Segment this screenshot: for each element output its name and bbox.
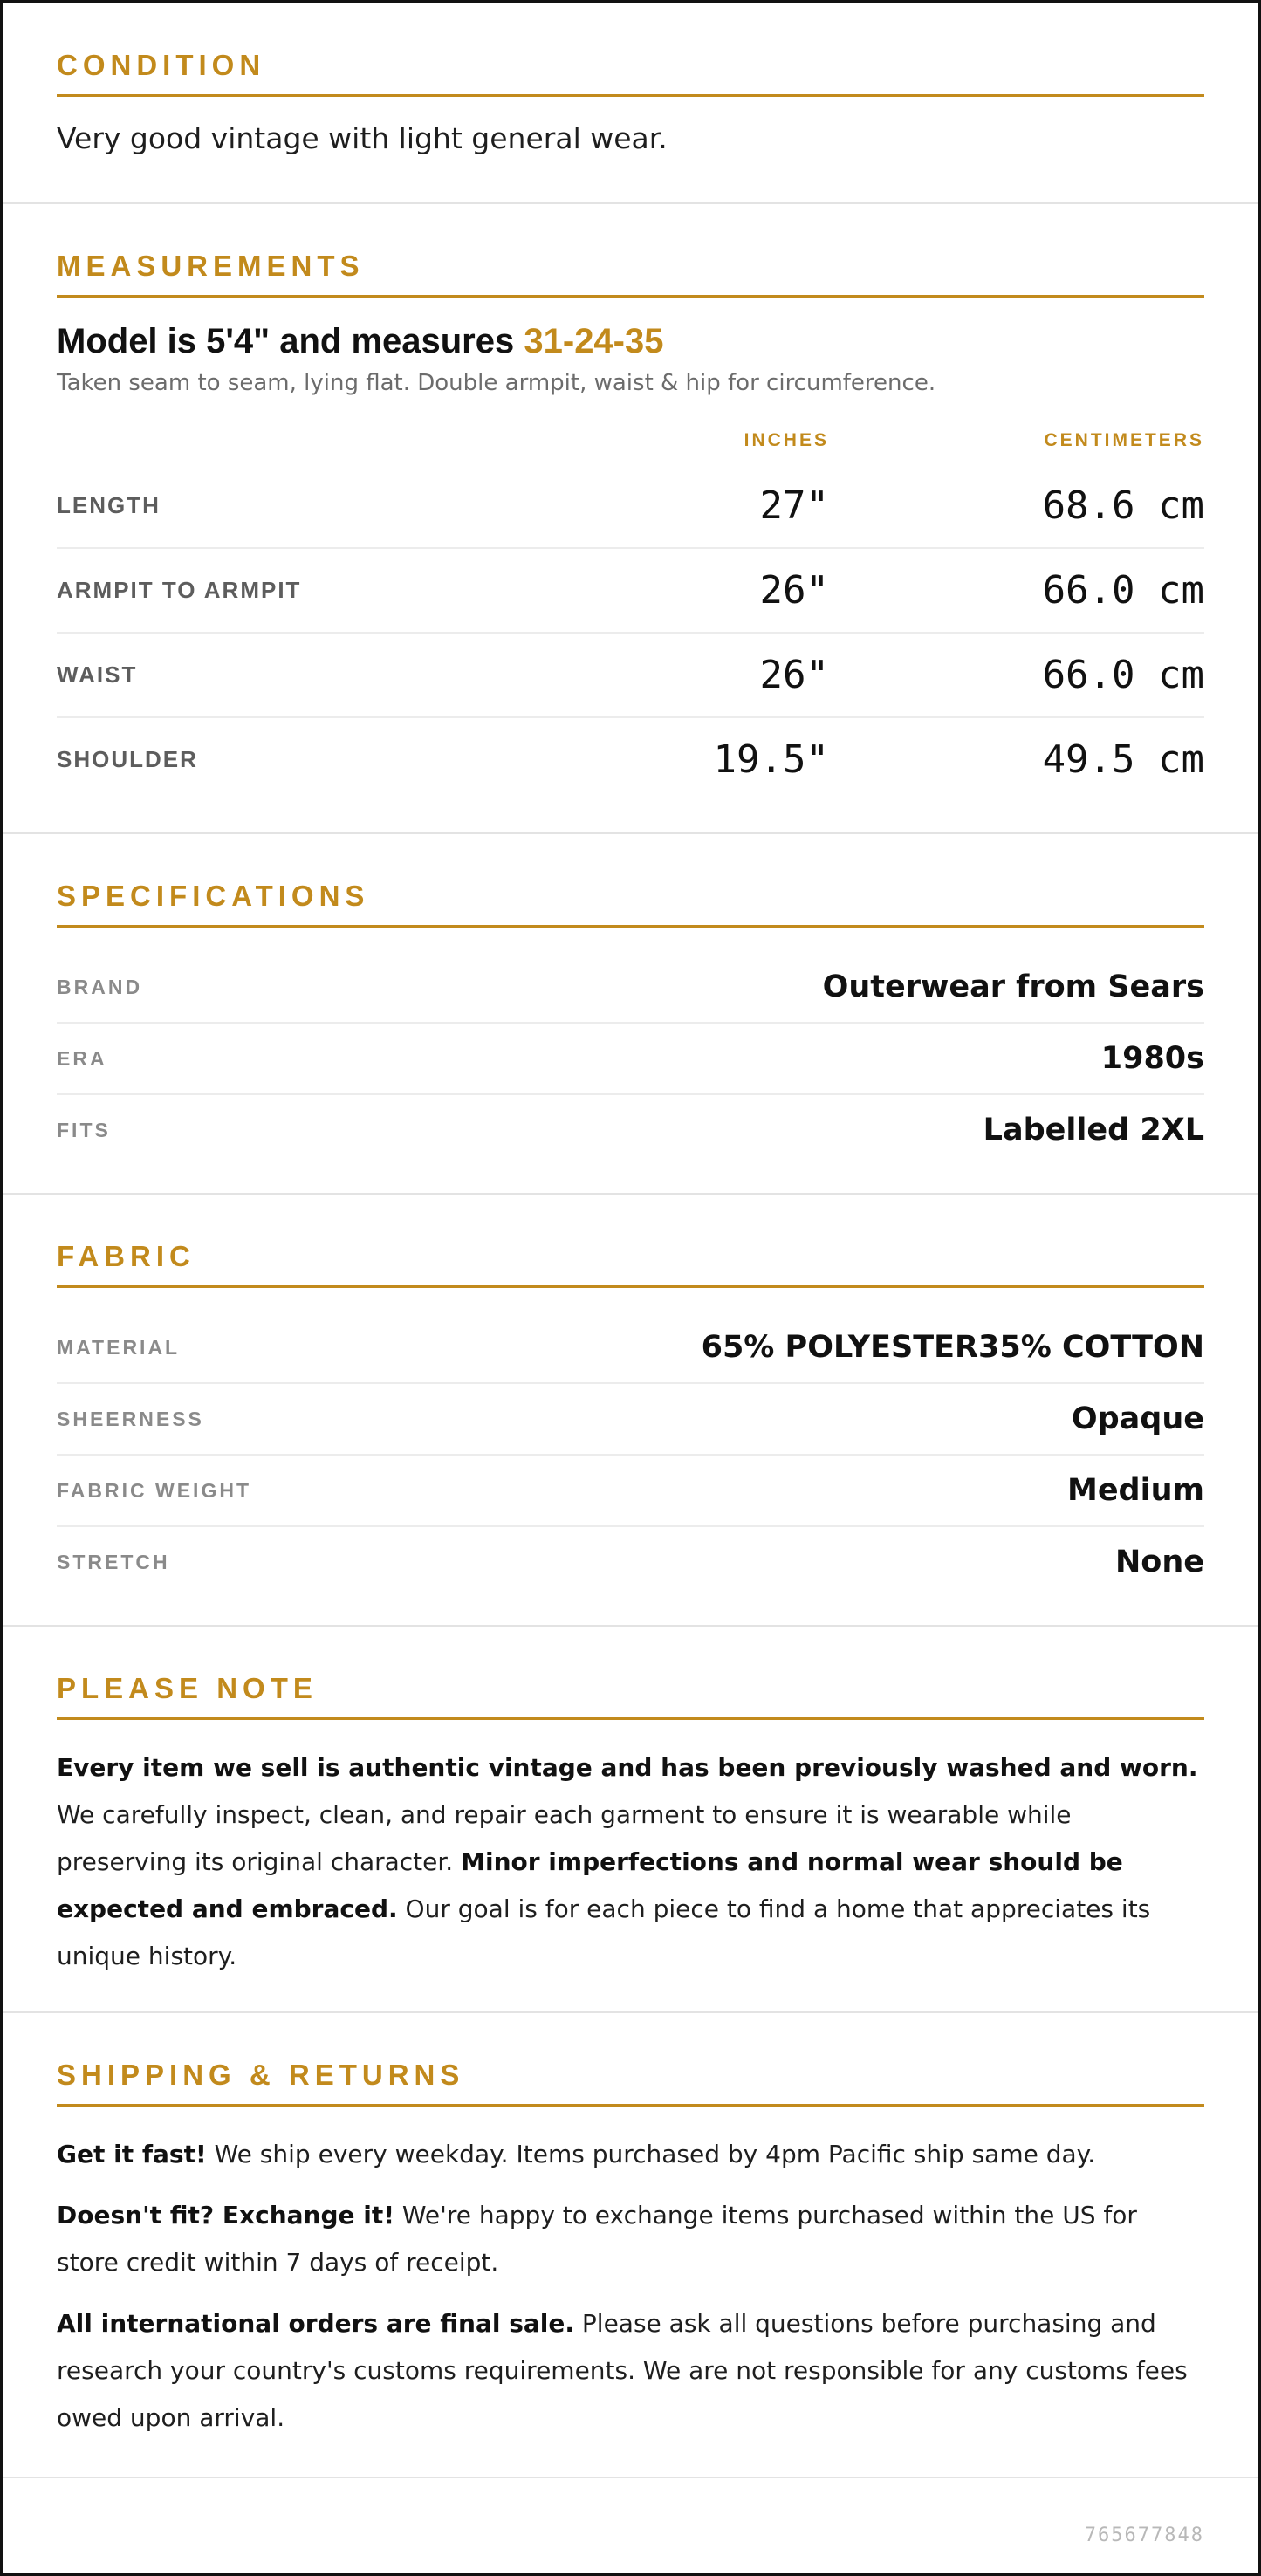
condition-heading: CONDITION	[57, 49, 1204, 97]
fabric-label: FABRIC WEIGHT	[57, 1478, 251, 1502]
fabric-label: SHEERNESS	[57, 1407, 204, 1430]
spec-label: BRAND	[57, 975, 143, 998]
model-info	[57, 322, 1204, 361]
condition-text: Very good vintage with light general wear.	[57, 121, 668, 155]
measurement-inches: 26"	[759, 568, 829, 613]
fabric-row	[57, 1456, 1204, 1527]
fabric-row	[57, 1527, 1204, 1597]
specifications-list	[57, 952, 1204, 1165]
note-bold-2: Minor imperfections and normal wear should be expected and embraced.	[57, 1847, 1123, 1923]
fabric-value: None	[1115, 1545, 1204, 1579]
measurement-label: LENGTH	[57, 492, 161, 518]
spec-label: FITS	[57, 1118, 111, 1141]
please-note-text	[57, 1744, 1204, 1980]
note-text-2: Our goal is for each piece to find a home that appreciates its unique history.	[57, 1894, 1151, 1970]
shipping-bold-1: Get it fast!	[57, 2140, 207, 2168]
measurements-section	[3, 204, 1258, 834]
measurement-label: WAIST	[57, 661, 138, 688]
measurement-inches: 26"	[759, 653, 829, 697]
shipping-bold-2: Doesn't fit? Exchange it!	[57, 2201, 394, 2230]
measurement-cm: 66.0 cm	[1042, 568, 1204, 613]
shipping-bold-3: All international orders are final sale.	[57, 2309, 575, 2338]
measurement-cm: 68.6 cm	[1042, 483, 1204, 528]
fabric-value: 65% POLYESTER35% COTTON	[701, 1330, 1204, 1365]
specifications-section	[3, 834, 1258, 1195]
shipping-text-3: Please ask all questions before purchasing and research your country's customs requirements. We are not responsible for any customs fees owed upon arrival.	[57, 2309, 1188, 2432]
note-bold-1: Every item we sell is authentic vintage and has been previously washed and worn.	[57, 1753, 1198, 1782]
model-stats: 31-24-35	[524, 322, 664, 360]
measurements-header	[57, 417, 1204, 464]
measurement-inches: 19.5"	[713, 737, 829, 782]
fabric-label: MATERIAL	[57, 1335, 181, 1359]
measurement-row	[57, 549, 1204, 634]
measurement-label: ARMPIT TO ARMPIT	[57, 577, 302, 603]
please-note-section	[3, 1627, 1258, 2013]
measurements-heading: MEASUREMENTS	[57, 250, 1204, 298]
product-id: 765677848	[1084, 2525, 1204, 2546]
measurement-row	[57, 718, 1204, 801]
fabric-list	[57, 1312, 1204, 1597]
condition-section	[3, 3, 1258, 204]
fabric-section	[3, 1195, 1258, 1627]
shipping-paragraph-1	[57, 2131, 1204, 2178]
fabric-row	[57, 1312, 1204, 1384]
spec-value: 1980s	[1100, 1041, 1204, 1076]
note-text-1: We carefully inspect, clean, and repair each garment to ensure it is wearable while preserving its original character.	[57, 1800, 1072, 1876]
fabric-value: Medium	[1066, 1473, 1204, 1508]
spec-value: Outerwear from Sears	[822, 969, 1204, 1004]
specifications-heading: SPECIFICATIONS	[57, 880, 1204, 928]
shipping-paragraph-3	[57, 2300, 1204, 2442]
inches-column-header: INCHES	[744, 430, 829, 450]
fabric-row	[57, 1384, 1204, 1456]
measurement-inches: 27"	[759, 483, 829, 528]
shipping-text-2: We're happy to exchange items purchased within the US for store credit within 7 days of receipt.	[57, 2201, 1137, 2277]
measurements-subtitle: Taken seam to seam, lying flat. Double armpit, waist & hip for circumference.	[57, 370, 936, 396]
measurement-cm: 66.0 cm	[1042, 653, 1204, 697]
spec-row	[57, 1024, 1204, 1095]
fabric-heading: FABRIC	[57, 1240, 1204, 1288]
centimeters-column-header: CENTIMETERS	[1044, 430, 1204, 450]
fabric-value: Opaque	[1071, 1401, 1204, 1436]
fabric-label: STRETCH	[57, 1550, 170, 1573]
shipping-returns-section	[3, 2013, 1258, 2478]
shipping-returns-heading: SHIPPING & RETURNS	[57, 2059, 1204, 2107]
measurement-row	[57, 634, 1204, 718]
please-note-heading: PLEASE NOTE	[57, 1672, 1204, 1720]
model-info-prefix: Model is 5'4" and measures	[57, 322, 515, 360]
shipping-paragraph-2	[57, 2192, 1204, 2286]
measurement-label: SHOULDER	[57, 746, 198, 772]
spec-row	[57, 1095, 1204, 1165]
measurements-table	[57, 464, 1204, 801]
spec-value: Labelled 2XL	[983, 1113, 1204, 1148]
measurement-cm: 49.5 cm	[1042, 737, 1204, 782]
measurement-row	[57, 464, 1204, 549]
shipping-text-1: We ship every weekday. Items purchased by 4pm Pacific ship same day.	[206, 2140, 1096, 2168]
spec-row	[57, 952, 1204, 1024]
spec-label: ERA	[57, 1046, 107, 1070]
